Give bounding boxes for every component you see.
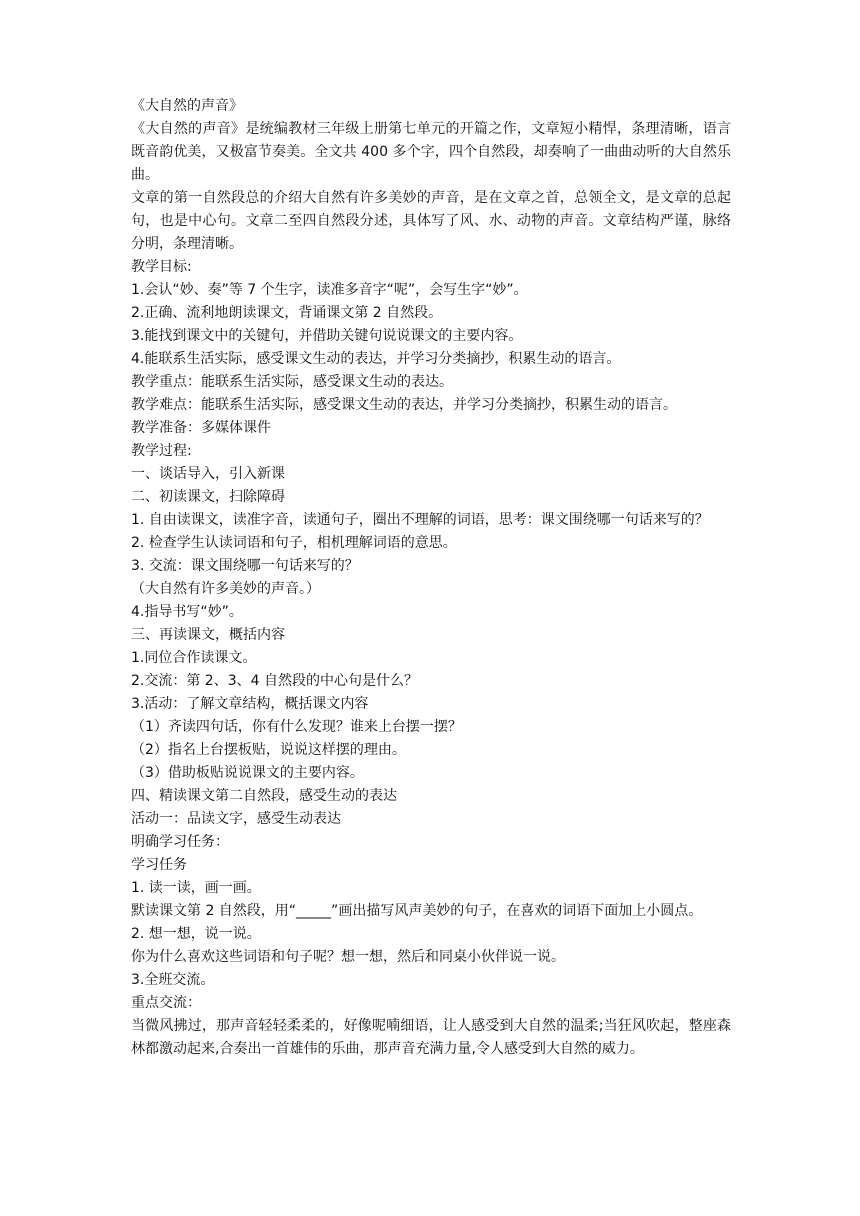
document-title: 《大自然的声音》	[131, 98, 243, 114]
teaching-focus: 教学重点：能联系生活实际，感受课文生动的表达。	[131, 374, 453, 390]
task-intro: 明确学习任务：	[131, 834, 229, 850]
activity-heading: 活动一：品读文字，感受生动表达	[131, 811, 341, 827]
process-subitem: （1）齐读四句话，你有什么发现？谁来上台摆一摆？	[131, 719, 462, 735]
task-detail: 默读课文第 2 自然段，用“_____”画出描写风声美妙的句子，在喜欢的词语下面加上小圆点。	[131, 903, 703, 919]
goal-item: 4.能联系生活实际，感受课文生动的表达，并学习分类摘抄，积累生动的语言。	[131, 351, 621, 367]
task-item: 3.全班交流。	[131, 972, 215, 988]
section-heading-process: 教学过程:	[131, 443, 192, 459]
task-detail: 你为什么喜欢这些词语和句子呢？想一想，然后和同桌小伙伴说一说。	[131, 949, 565, 965]
process-step-heading: 二、初读课文，扫除障碍	[131, 489, 285, 505]
process-step-heading: 一、谈话导入，引入新课	[131, 466, 285, 482]
task-item: 2. 想一想，说一说。	[131, 926, 261, 942]
structure-paragraph: 文章的第一自然段总的介绍大自然有许多美妙的声音，是在文章之首，总领全文，是文章的总起句，也是中心句。文章二至四自然段分述，具体写了风、水、动物的声音。文章结构严谨，脉络分明，条理清晰。	[131, 190, 731, 252]
process-item: 3.活动：了解文章结构，概括课文内容	[131, 696, 369, 712]
task-item: 1. 读一读，画一画。	[131, 880, 261, 896]
process-item: （大自然有许多美妙的声音。）	[131, 581, 320, 597]
process-item: 2. 检查学生认读词语和句子，相机理解词语的意思。	[131, 535, 457, 551]
process-item: 3. 交流：课文围绕哪一句话来写的？	[131, 558, 359, 574]
task-heading: 学习任务	[131, 857, 187, 873]
focus-exchange-heading: 重点交流：	[131, 995, 201, 1011]
process-subitem: （2）指名上台摆板贴，说说这样摆的理由。	[131, 742, 406, 758]
process-step-heading: 四、精读课文第二自然段，感受生动的表达	[131, 788, 397, 804]
process-step-heading: 三、再读课文，概括内容	[131, 627, 285, 643]
document-body	[131, 95, 731, 1061]
section-heading-goals: 教学目标:	[131, 259, 192, 275]
intro-paragraph: 《大自然的声音》是统编教材三年级上册第七单元的开篇之作，文章短小精悍，条理清晰，语言既音韵优美，又极富节奏美。全文共 400 多个字，四个自然段，却奏响了一曲曲动听的大自然乐曲。	[131, 121, 731, 183]
goal-item: 3.能找到课文中的关键句，并借助关键句说说课文的主要内容。	[131, 328, 523, 344]
teaching-preparation: 教学准备：多媒体课件	[131, 420, 271, 436]
process-item: 2.交流：第 2、3、4 自然段的中心句是什么？	[131, 673, 418, 689]
goal-item: 1.会认“妙、奏”等 7 个生字，读准多音字“呢”，会写生字“妙”。	[131, 282, 528, 298]
focus-exchange-paragraph: 当微风拂过，那声音轻轻柔柔的，好像呢喃细语，让人感受到大自然的温柔;当狂风吹起，整座森林都激动起来,合奏出一首雄伟的乐曲，那声音充满力量,令人感受到大自然的威力。	[131, 1018, 731, 1057]
process-item: 1.同位合作读课文。	[131, 650, 257, 666]
goal-item: 2.正确、流利地朗读课文，背诵课文第 2 自然段。	[131, 305, 443, 321]
process-item: 1. 自由读课文，读准字音，读通句子，圈出不理解的词语，思考：课文围绕哪一句话来写的？	[131, 512, 709, 528]
teaching-difficulty: 教学难点：能联系生活实际，感受课文生动的表达，并学习分类摘抄，积累生动的语言。	[131, 397, 677, 413]
process-item: 4.指导书写“妙”。	[131, 604, 243, 620]
process-subitem: （3）借助板贴说说课文的主要内容。	[131, 765, 364, 781]
